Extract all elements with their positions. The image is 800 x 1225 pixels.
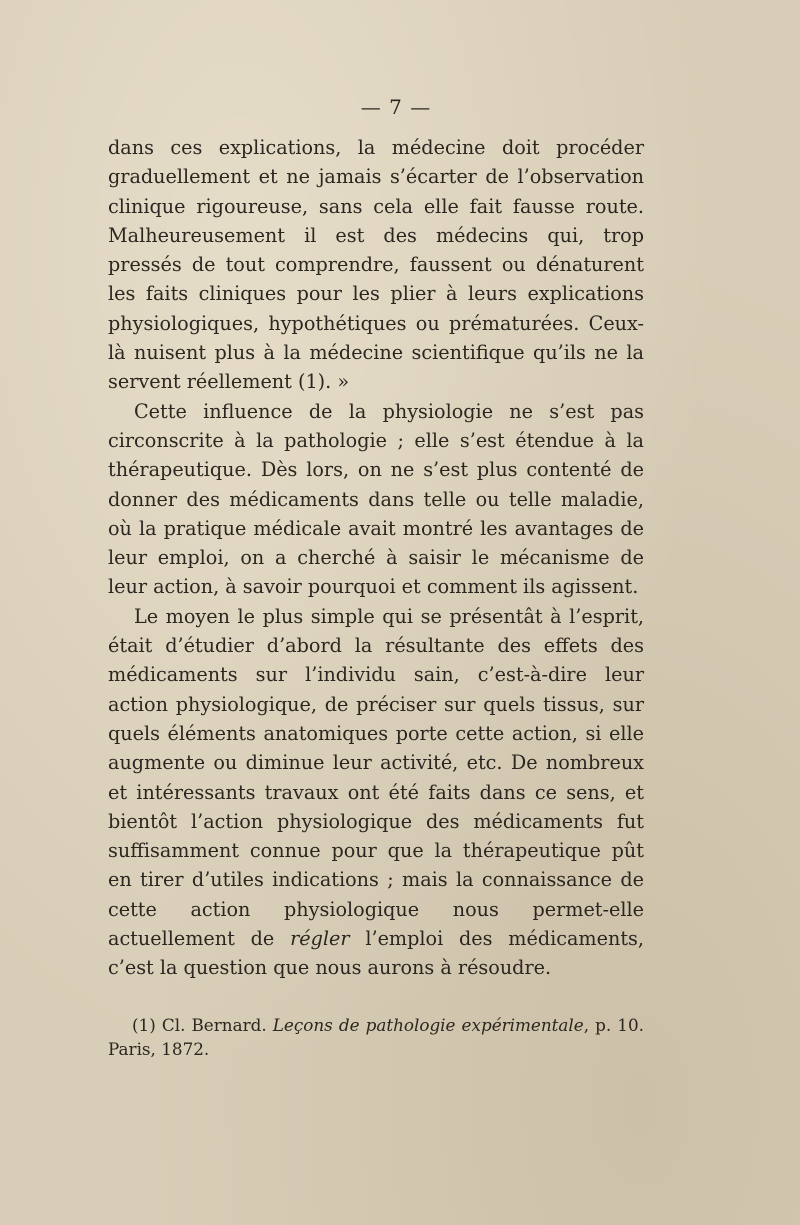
footnote [108, 1013, 644, 1061]
book-page [108, 95, 644, 1077]
paragraph-3-text-a: Le moyen le plus simple qui se présentât à l’esprit, était d’étudier d’abord la résultante des effets des médicaments sur l’individu sain, c’est-à-dire leur action physiologique, de préciser sur quels tissus, sur quels éléments anatomiques porte cette action, si elle augmente ou diminue leur activité, etc. De nombreux et intéressants travaux ont été faits dans ce sens, et bientôt l’action physiologique des médicaments fut suffisamment connue pour que la thérapeutique pût en tirer d’utiles indications ; mais la connaissance de cette action physiologique nous permet-elle actuellement de [108, 604, 644, 951]
footnote-author: Cl. Bernard. [155, 1014, 273, 1035]
paragraph-3-italic: régler [290, 927, 350, 951]
footnote-marker: (1) [132, 1014, 156, 1035]
paragraph-3 [108, 602, 644, 983]
paragraph-1: dans ces explications, la médecine doit procéder graduellement et ne jamais s’écarter de l’observation clinique rigoureuse, sans cela elle fait fausse route. Malheureusement il est des médecins qui, trop pressés de tout comprendre, faussent ou dénaturent les faits cliniques pour les plier à leurs explications physiologiques, hypothétiques ou prématurées. Ceux-là nuisent plus à la médecine scientifique qu’ils ne la servent réellement (1). » [108, 136, 644, 394]
footnote-rest: , p. 10. Paris, 1872. [108, 1014, 644, 1059]
paragraph-2: Cette influence de la physiologie ne s’est pas circonscrite à la pathologie ; elle s’est étendue à la thérapeutique. Dès lors, on ne s’est plus contenté de donner des médicaments dans telle ou telle maladie, où la pratique médicale avait montré les avantages de leur emploi, on a cherché à saisir le mécanisme de leur action, à savoir pourquoi et comment ils agissent. [108, 399, 644, 599]
paragraph-3-text-b: l’emploi des médicaments, c’est la question que nous aurons à résoudre. [108, 927, 644, 980]
page-number: — 7 — [360, 95, 432, 119]
footnote-title: Leçons de pathologie expérimentale [272, 1014, 584, 1035]
